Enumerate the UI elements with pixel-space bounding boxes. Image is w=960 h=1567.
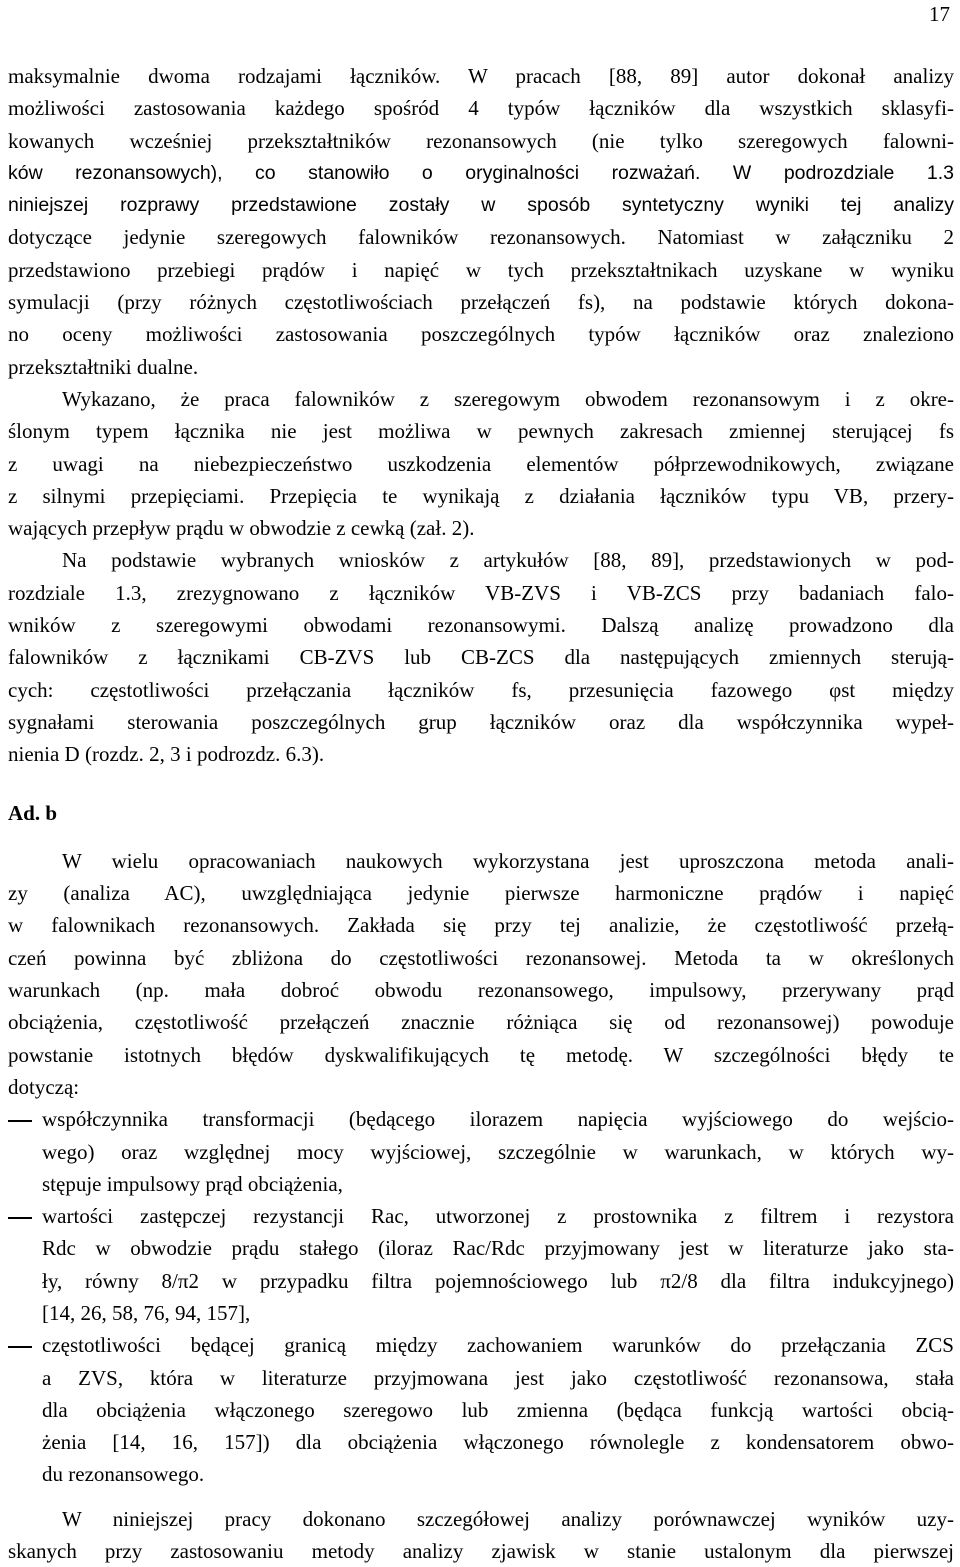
document-body <box>8 60 954 1567</box>
text-line: z uwagi na niebezpieczeństwo uszkodzenia elementów półprzewodnikowych, związane <box>8 451 954 476</box>
text-line: czeń powinna być zbliżona do częstotliwości rezonansowej. Metoda ta w określonych <box>8 945 954 970</box>
text-line: skanych przy zastosowaniu metody analizy zjawisk w stanie ustalonym dla pierwszej <box>8 1539 954 1564</box>
text-line: nienia D (rozdz. 2, 3 i podrozdz. 6.3). <box>8 742 325 767</box>
text-line: dotyczące jedynie szeregowych falowników rezonansowych. Natomiast w załączniku 2 <box>8 225 954 250</box>
text-line: ków rezonansowych), co stanowiło o oryginalności rozważań. W podrozdziale 1.3 <box>8 161 954 184</box>
paragraph-1 <box>8 60 954 383</box>
paragraph-2 <box>8 383 954 544</box>
text-line: a ZVS, która w literaturze przyjmowana jest jako częstotliwość rezonansowa, stała <box>42 1365 954 1390</box>
paragraph-3 <box>8 544 954 770</box>
text-line: wników z szeregowymi obwodami rezonansowymi. Dalszą analizę prowadzono dla <box>8 613 954 638</box>
text-line: falowników z łącznikami CB-ZVS lub CB-ZCS dla następujących zmiennych sterują- <box>8 645 954 670</box>
text-line: wających przepływ prądu w obwodzie z cewką (zał. 2). <box>8 516 475 541</box>
dash-bullet <box>8 1103 34 1135</box>
spacer <box>8 771 954 787</box>
list-item <box>8 1200 954 1329</box>
text-line: powstanie istotnych błędów dyskwalifikujących tę metodę. W szczególności błędy te <box>8 1042 954 1067</box>
text-line: współczynnika transformacji (będącego ilorazem napięcia wyjściowego do wejścio- <box>42 1107 954 1132</box>
text-line: W wielu opracowaniach naukowych wykorzystana jest uproszczona metoda anali- <box>62 848 954 873</box>
spacer <box>8 829 954 845</box>
section-heading: Ad. b <box>8 800 58 825</box>
text-line: rozdziale 1.3, zrezygnowano z łączników VB-ZVS i VB-ZCS przy badaniach falo- <box>8 580 954 605</box>
text-line: warunkach (np. mała dobroć obwodu rezonansowego, impulsowy, przerywany prąd <box>8 978 954 1003</box>
spacer <box>8 1491 954 1503</box>
paragraph-5 <box>8 1503 954 1567</box>
text-line: w falownikach rezonansowych. Zakłada się przy tej analizie, że częstotliwość przełą- <box>8 913 954 938</box>
dash-bullet <box>8 1200 34 1232</box>
text-line: Na podstawie wybranych wniosków z artykułów [88, 89], przedstawionych w pod- <box>62 548 954 573</box>
text-line: W niniejszej pracy dokonano szczegółowej analizy porównawczej wyników uzy- <box>62 1506 954 1531</box>
text-line: ły, równy 8/π2 w przypadku filtra pojemnościowego lub π2/8 dla filtra indukcyjnego) <box>42 1268 954 1293</box>
list-item <box>8 1329 954 1490</box>
text-line: przekształtniki dualne. <box>8 354 199 379</box>
text-line: z silnymi przepięciami. Przepięcia te wynikają z działania łączników typu VB, przery- <box>8 483 954 508</box>
text-line: kowanych wcześniej przekształtników rezonansowych (nie tylko szeregowych falowni- <box>8 128 954 153</box>
text-line: obciążenia, częstotliwość przełączeń znacznie różniąca się od rezonansowej) powoduje <box>8 1010 954 1035</box>
text-line: dotyczą: <box>8 1074 80 1099</box>
text-line: maksymalnie dwoma rodzajami łączników. W pracach [88, 89] autor dokonał analizy <box>8 64 954 88</box>
text-line: niniejszej rozprawy przedstawione zostały w sposób syntetyczny wyniki tej analizy <box>8 194 954 217</box>
text-line: du rezonansowego. <box>42 1462 205 1487</box>
page-number: 17 <box>929 2 950 26</box>
text-line: [14, 26, 58, 76, 94, 157], <box>42 1300 251 1325</box>
text-line: możliwości zastosowania każdego spośród 4 typów łączników dla wszystkich sklasyfi- <box>8 96 954 121</box>
list-item <box>8 1103 954 1200</box>
text-line: cych: częstotliwości przełączania łączników fs, przesunięcia fazowego φst między <box>8 677 954 702</box>
text-line: dla obciążenia włączonego szeregowo lub zmienna (będąca funkcją wartości obcią- <box>42 1397 954 1422</box>
text-line: częstotliwości będącej granicą między zachowaniem warunków do przełączania ZCS <box>42 1333 954 1358</box>
text-line: sygnałami sterowania poszczególnych grup łączników oraz dla współczynnika wypeł- <box>8 709 954 734</box>
text-line: Rdc w obwodzie prądu stałego (iloraz Rac/Rdc przyjmowany jest w literaturze jako sta- <box>42 1236 954 1261</box>
text-line: symulacji (przy różnych częstotliwościach przełączeń fs), na podstawie których dokona- <box>8 290 954 315</box>
text-line: wartości zastępczej rezystancji Rac, utworzonej z prostownika z filtrem i rezystora <box>42 1204 954 1229</box>
text-line: stępuje impulsowy prąd obciążenia, <box>42 1171 343 1196</box>
text-line: no oceny możliwości zastosowania poszczególnych typów łączników oraz znaleziono <box>8 322 954 347</box>
text-line: przedstawiono przebiegi prądów i napięć w tych przekształtnikach uzyskane w wyniku <box>8 257 954 282</box>
dash-bullet <box>8 1329 34 1361</box>
text-line: zy (analiza AC), uwzględniająca jedynie pierwsze harmoniczne prądów i napięć <box>8 881 954 906</box>
text-line: żenia [14, 16, 157]) dla obciążenia włączonego równolegle z kondensatorem obwo- <box>42 1430 954 1455</box>
paragraph-4 <box>8 845 954 1103</box>
text-line: Wykazano, że praca falowników z szeregowym obwodem rezonansowym i z okre- <box>62 386 954 411</box>
text-line: ślonym typem łącznika nie jest możliwa w pewnych zakresach zmiennej sterującej fs <box>8 419 954 444</box>
text-line: wego) oraz względnej mocy wyjściowej, szczególnie w warunkach, w których wy- <box>42 1139 954 1164</box>
